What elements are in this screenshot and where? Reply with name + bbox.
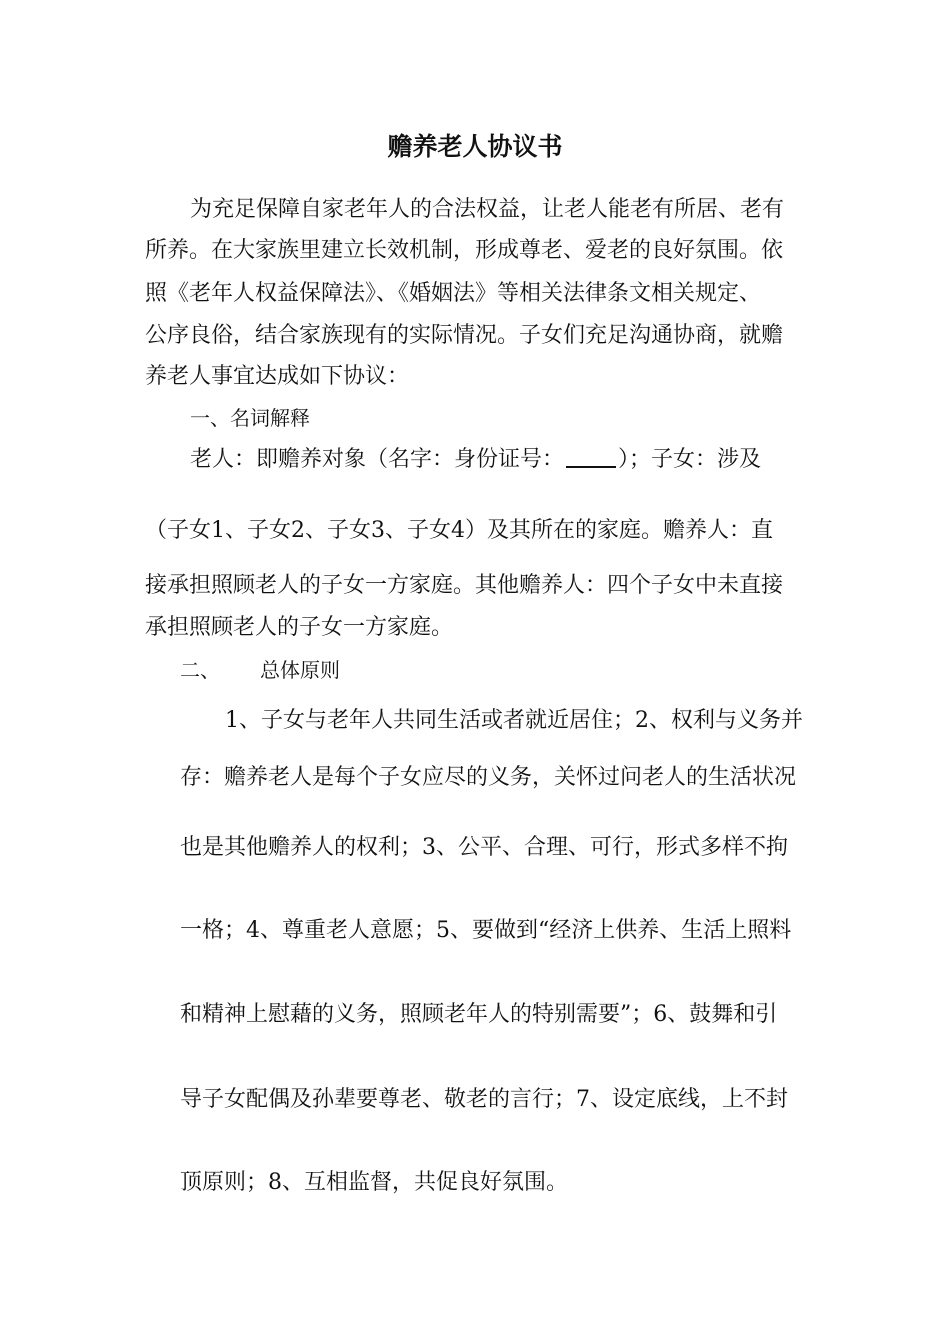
intro-line: 公序良俗，结合家族现有的实际情况。子女们充足沟通协商，就赡 bbox=[145, 323, 784, 348]
definition-text: 老人：即赡养对象（名字：身份证号： bbox=[190, 447, 565, 472]
intro-line: 为充足保障自家老年人的合法权益，让老人能老有所居、老有 bbox=[190, 197, 785, 222]
principle-line: 顶原则；8、互相监督，共促良好氛围。 bbox=[180, 1170, 568, 1195]
principle-line: 导子女配偶及孙辈要尊老、敬老的言行；7、设定底线，上不封 bbox=[180, 1087, 788, 1112]
principle-line: 和精神上慰藉的义务，照顾老年人的特别需要”；6、鼓舞和引 bbox=[180, 1002, 778, 1027]
principle-line: 一格；4、尊重老人意愿；5、要做到“经济上供养、生活上照料 bbox=[180, 918, 792, 943]
principle-line: 1、子女与老年人共同生活或者就近居住；2、权利与义务并 bbox=[225, 708, 803, 733]
id-number-blank[interactable] bbox=[566, 446, 616, 468]
definition-text: ）；子女：涉及 bbox=[618, 447, 762, 472]
section-number: 二、 bbox=[180, 658, 220, 682]
principle-line: 也是其他赡养人的权利；3、公平、合理、可行，形式多样不拘 bbox=[180, 835, 788, 860]
definition-line: （子女1、子女2、子女3、子女4）及其所在的家庭。赡养人：直 bbox=[145, 518, 773, 543]
intro-line: 所养。在大家族里建立长效机制，形成尊老、爱老的良好氛围。依 bbox=[145, 238, 784, 263]
definition-line: 接承担照顾老人的子女一方家庭。其他赡养人：四个子女中未直接 bbox=[145, 573, 784, 598]
principle-line: 存：赡养老人是每个子女应尽的义务，关怀过问老人的生活状况 bbox=[180, 765, 797, 790]
section-title: 总体原则 bbox=[260, 658, 340, 682]
section-heading: 一、名词解释 bbox=[190, 406, 310, 430]
document-title: 赡养老人协议书 bbox=[387, 132, 563, 161]
definition-line: 承担照顾老人的子女一方家庭。 bbox=[145, 615, 454, 640]
section-heading bbox=[180, 655, 340, 685]
intro-line: 照《老年人权益保障法》、《婚姻法》等相关法律条文相关规定、 bbox=[145, 281, 762, 306]
intro-line: 养老人事宜达成如下协议： bbox=[145, 364, 410, 389]
definition-line bbox=[190, 445, 761, 475]
